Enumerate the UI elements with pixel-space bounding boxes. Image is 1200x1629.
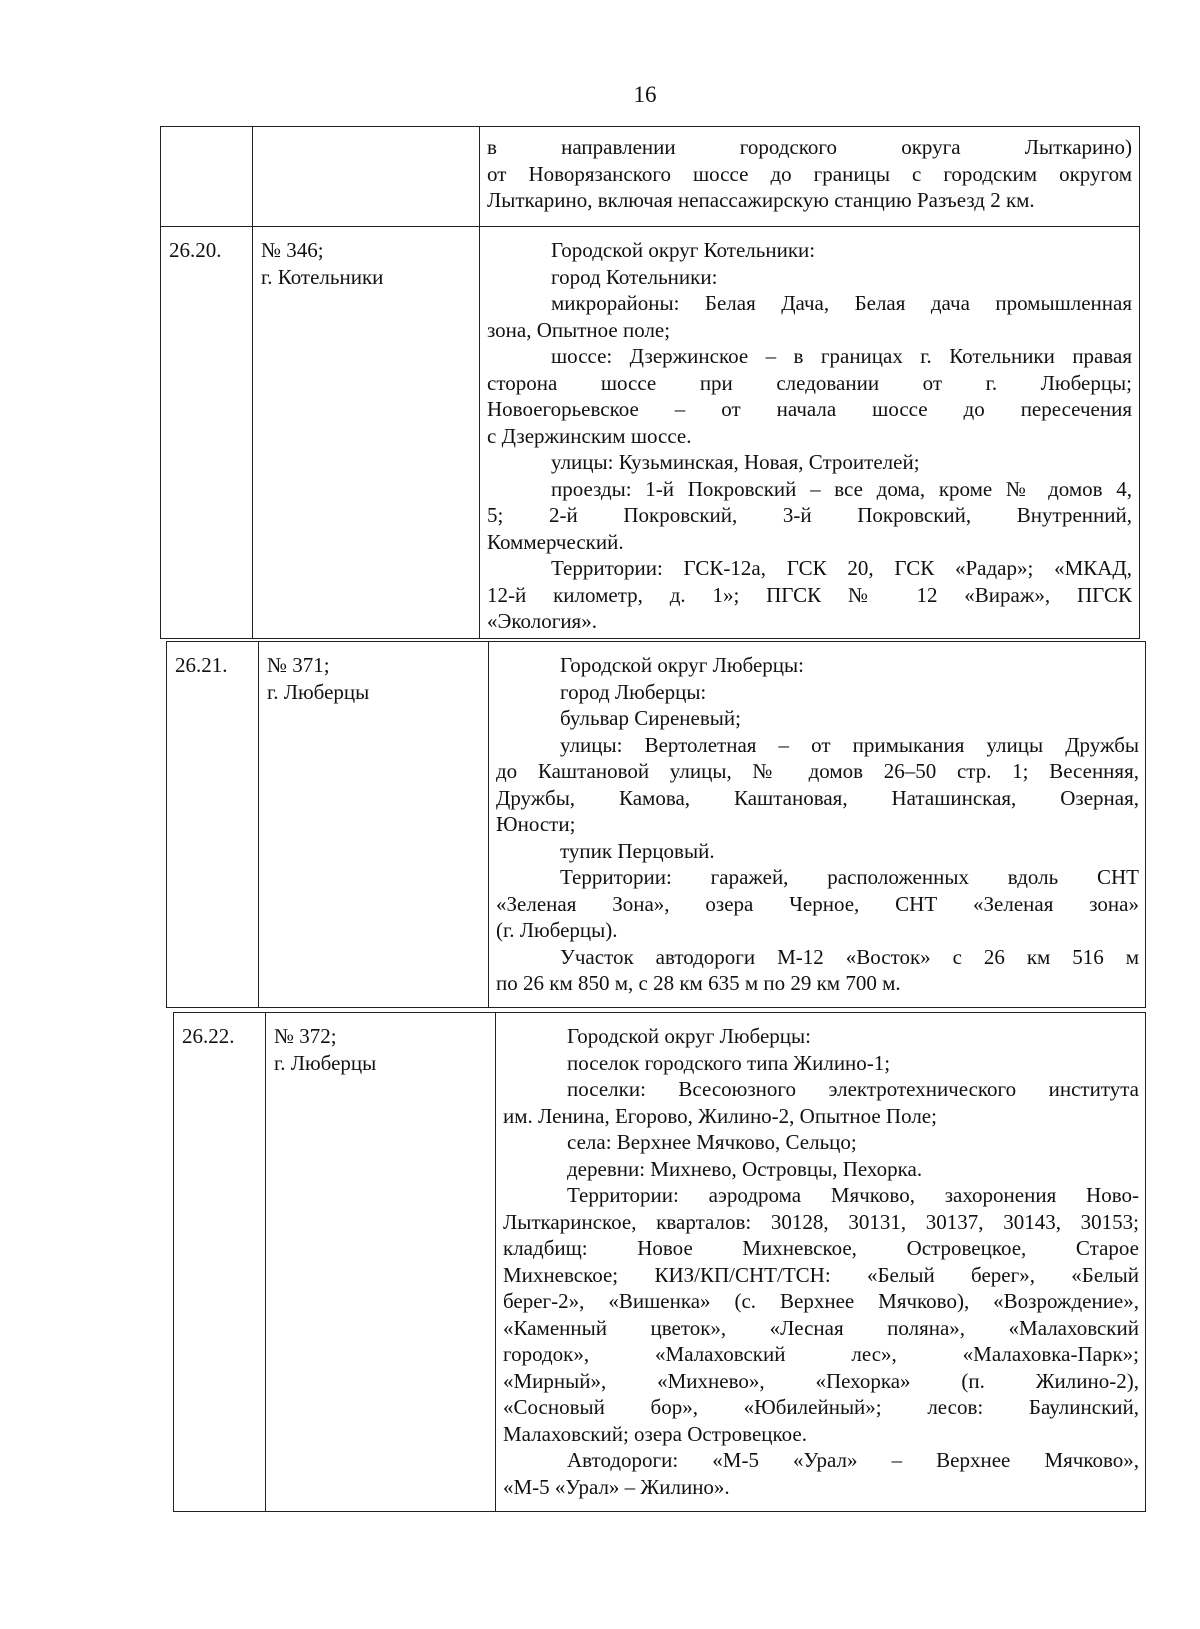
description-line: Городской округ Люберцы: — [560, 653, 804, 677]
description-line: Территории: гаражей, расположенных вдоль СНТ — [560, 865, 1139, 889]
description-line: от Новорязанского шоссе до границы с городским округом — [487, 161, 1132, 186]
description-cell — [487, 237, 1132, 635]
description-line: Городской округ Котельники: — [551, 238, 816, 262]
description-line: зона, Опытное поле; — [487, 317, 671, 342]
description-cell — [496, 652, 1139, 997]
description-line: Малаховский; озера Островецкое. — [503, 1421, 807, 1446]
description-line: в направлении городского округа Лыткарино) — [487, 135, 1132, 159]
description-line: Лыткарино, включая непассажирскую станцию Разъезд 2 км. — [487, 188, 1035, 212]
description-line: поселки: Всесоюзного электротехнического института — [567, 1077, 1139, 1101]
description-line: с Дзержинским шоссе. — [487, 423, 692, 448]
description-line: Территории: ГСК-12а, ГСК 20, ГСК «Радар»; «МКАД, — [551, 556, 1132, 580]
description-line: городок», «Малаховский лес», «Малаховка-Парк»; — [503, 1342, 1139, 1366]
description-line: Михневское; КИЗ/КП/СНТ/ТСН: «Белый берег», «Белый — [503, 1262, 1139, 1287]
description-line: им. Ленина, Егорово, Жилино-2, Опытное Поле; — [503, 1103, 937, 1128]
description-line: кладбищ: Новое Михневское, Островецкое, Старое — [503, 1236, 1139, 1260]
description-line: до Каштановой улицы, № домов 26–50 стр. 1; Весенняя, — [496, 759, 1139, 783]
description-line: Городской округ Люберцы: — [567, 1024, 811, 1048]
description-line: «Мирный», «Михнево», «Пехорка» (п. Жилино-2), — [503, 1368, 1139, 1393]
description-line: проезды: 1-й Покровский – все дома, кроме № домов 4, — [551, 476, 1132, 501]
description-line: бульвар Сиреневый; — [560, 706, 741, 730]
description-line: микрорайоны: Белая Дача, Белая дача промышленная — [551, 291, 1132, 315]
description-line: 5; 2-й Покровский, 3-й Покровский, Внутренний, — [487, 503, 1132, 527]
route-line: г. Люберцы — [267, 679, 370, 704]
table-row — [173, 1012, 1146, 1512]
description-line: по 26 км 850 м, с 28 км 635 м по 29 км 700 м. — [496, 971, 901, 995]
description-line: «Зеленая Зона», озера Черное, СНТ «Зеленая зона» — [496, 891, 1139, 916]
description-line: «Экология». — [487, 609, 597, 633]
route-line: г. Люберцы — [274, 1050, 377, 1075]
page-number: 16 — [633, 82, 657, 107]
description-line: берег-2», «Вишенка» (с. Верхнее Мячково), «Возрождение», — [503, 1289, 1139, 1313]
description-line: Коммерческий. — [487, 529, 624, 554]
description-cell — [487, 134, 1132, 214]
table-row — [160, 126, 1140, 227]
description-line: (г. Люберцы). — [496, 918, 618, 942]
description-line: улицы: Кузьминская, Новая, Строителей; — [551, 450, 920, 474]
description-line: «Сосновый бор», «Юбилейный»; лесов: Баулинский, — [503, 1395, 1139, 1419]
description-line: улицы: Вертолетная – от примыкания улицы Дружбы — [560, 732, 1139, 757]
description-line: деревни: Михнево, Островцы, Пехорка. — [567, 1156, 923, 1181]
description-line: «М-5 «Урал» – Жилино». — [503, 1474, 730, 1499]
row-number: 26.20. — [169, 238, 222, 262]
description-line: тупик Перцовый. — [560, 838, 715, 863]
description-line: села: Верхнее Мячково, Сельцо; — [567, 1130, 857, 1154]
description-line: Новоегорьевское – от начала шоссе до пересечения — [487, 397, 1132, 421]
description-line: Участок автодороги М-12 «Восток» с 26 км 516 м — [560, 944, 1139, 969]
route-line: г. Котельники — [261, 264, 384, 289]
row-number: 26.22. — [182, 1024, 235, 1048]
route-line: № 371; — [267, 653, 330, 677]
description-line: «Каменный цветок», «Лесная поляна», «Малаховский — [503, 1315, 1139, 1340]
description-line: поселок городского типа Жилино-1; — [567, 1050, 891, 1075]
route-line: № 372; — [274, 1024, 337, 1048]
description-line: шоссе: Дзержинское – в границах г. Котельники правая — [551, 344, 1132, 368]
description-line: сторона шоссе при следовании от г. Люберцы; — [487, 370, 1132, 395]
description-line: Территории: аэродрома Мячково, захоронения Ново- — [567, 1183, 1139, 1207]
route-cell — [274, 1023, 376, 1076]
description-line: Автодороги: «М-5 «Урал» – Верхнее Мячково», — [567, 1448, 1139, 1472]
description-line: город Люберцы: — [560, 679, 707, 704]
description-cell — [503, 1023, 1139, 1500]
description-line: Лыткаринское, кварталов: 30128, 30131, 30137, 30143, 30153; — [503, 1209, 1139, 1234]
table-row — [166, 641, 1146, 1008]
route-cell — [261, 237, 383, 290]
description-line: Юности; — [496, 812, 576, 836]
description-line: Дружбы, Камова, Каштановая, Наташинская, Озерная, — [496, 785, 1139, 810]
route-line: № 346; — [261, 238, 324, 262]
description-line: город Котельники: — [551, 264, 718, 289]
table-row — [160, 226, 1140, 639]
description-line: 12-й километр, д. 1»; ПГСК № 12 «Вираж», ПГСК — [487, 582, 1132, 607]
row-number: 26.21. — [175, 653, 228, 677]
route-cell — [267, 652, 369, 705]
